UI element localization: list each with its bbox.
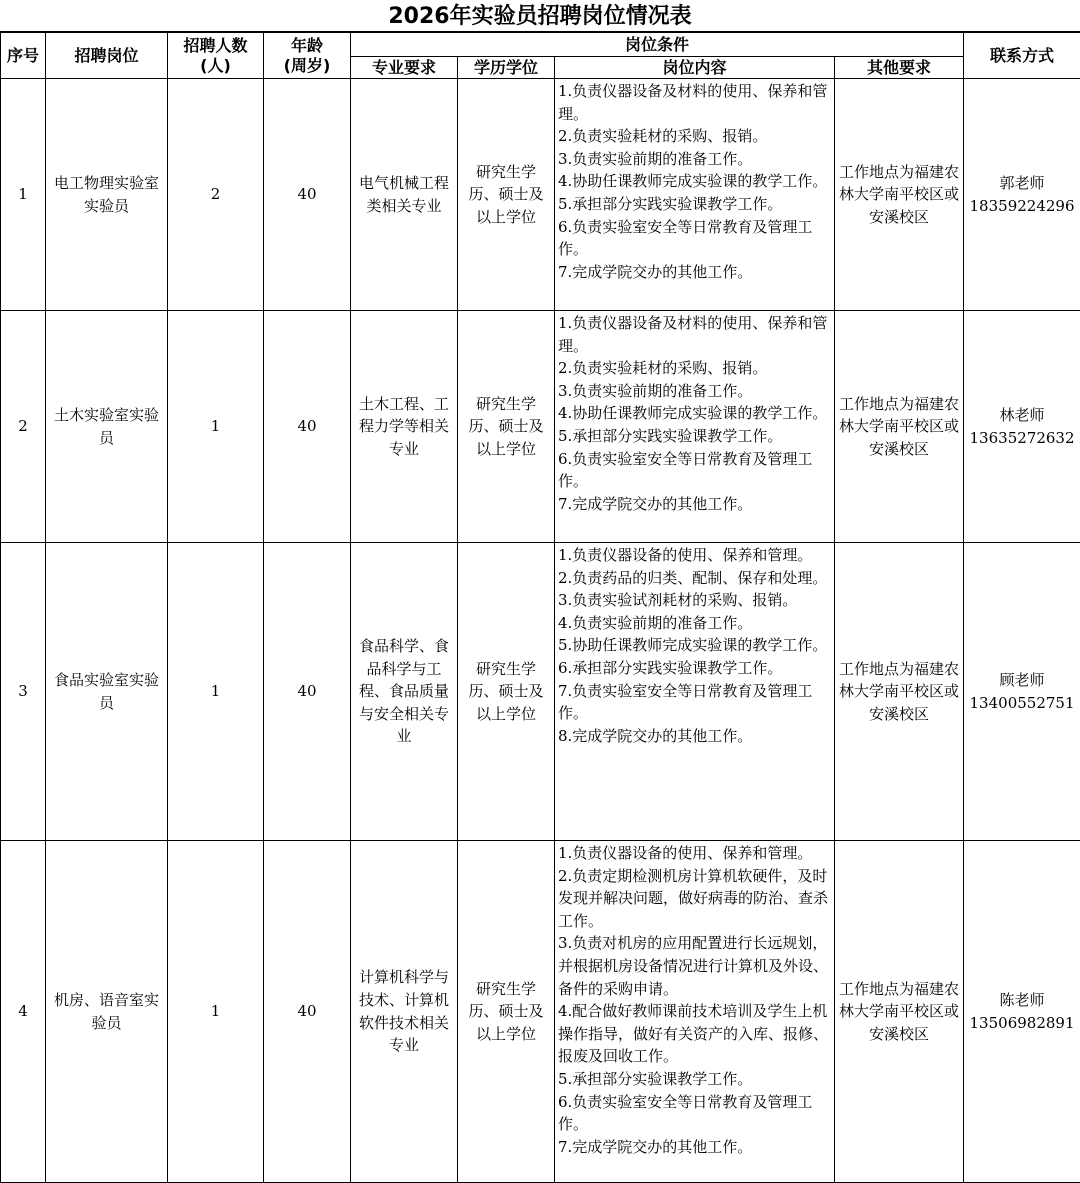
cell-duties (555, 543, 835, 841)
duty-item: 5.承担部分实践实验课教学工作。 (558, 193, 832, 216)
duty-item: 7.完成学院交办的其他工作。 (558, 1136, 832, 1159)
cell-other: 工作地点为福建农林大学南平校区或安溪校区 (835, 543, 964, 841)
duty-item: 1.负责仪器设备的使用、保养和管理。 (558, 842, 832, 865)
header-conditions: 岗位条件 (351, 33, 964, 57)
duty-item: 3.负责实验前期的准备工作。 (558, 148, 832, 171)
cell-major: 电气机械工程类相关专业 (351, 79, 458, 311)
table-body (1, 79, 1080, 1183)
contact-name: 陈老师 (1000, 991, 1045, 1009)
duty-item: 2.负责实验耗材的采购、报销。 (558, 357, 832, 380)
duty-item: 1.负责仪器设备及材料的使用、保养和管理。 (558, 312, 832, 357)
contact-name: 郭老师 (1000, 174, 1045, 192)
duty-item: 4.协助任课教师完成实验课的教学工作。 (558, 402, 832, 425)
duty-item: 2.负责定期检测机房计算机软硬件，及时发现并解决问题，做好病毒的防治、查杀工作。 (558, 865, 832, 933)
cell-count: 1 (168, 543, 264, 841)
cell-other: 工作地点为福建农林大学南平校区或安溪校区 (835, 311, 964, 543)
cell-count: 1 (168, 311, 264, 543)
duty-item: 6.承担部分实践实验课教学工作。 (558, 657, 832, 680)
duty-item: 2.负责药品的归类、配制、保存和处理。 (558, 567, 832, 590)
header-duties: 岗位内容 (555, 57, 835, 79)
header-age: 年龄 (周岁) (264, 33, 351, 79)
duty-item: 2.负责实验耗材的采购、报销。 (558, 125, 832, 148)
header-seq: 序号 (1, 33, 46, 79)
duty-item: 4.配合做好教师课前技术培训及学生上机操作指导，做好有关资产的入库、报修、报废及回收工作。 (558, 1000, 832, 1068)
cell-age: 40 (264, 79, 351, 311)
cell-major: 计算机科学与技术、计算机软件技术相关专业 (351, 841, 458, 1183)
duty-item: 1.负责仪器设备的使用、保养和管理。 (558, 544, 832, 567)
cell-position: 食品实验室实验员 (46, 543, 168, 841)
cell-position: 土木实验室实验员 (46, 311, 168, 543)
header-count: 招聘人数 (人) (168, 33, 264, 79)
cell-degree: 研究生学历、硕士及以上学位 (458, 79, 555, 311)
cell-degree: 研究生学历、硕士及以上学位 (458, 311, 555, 543)
contact-name: 顾老师 (1000, 671, 1045, 689)
duty-item: 5.协助任课教师完成实验课的教学工作。 (558, 634, 832, 657)
recruitment-table (0, 32, 1080, 1183)
cell-duties (555, 79, 835, 311)
contact-name: 林老师 (1000, 406, 1045, 424)
table-row (1, 543, 1080, 841)
duty-item: 7.完成学院交办的其他工作。 (558, 261, 832, 284)
cell-contact (964, 79, 1080, 311)
page-title: 2026年实验员招聘岗位情况表 (0, 0, 1080, 32)
table-row (1, 79, 1080, 311)
cell-seq: 2 (1, 311, 46, 543)
cell-duties (555, 311, 835, 543)
cell-age: 40 (264, 841, 351, 1183)
cell-position: 机房、语音室实验员 (46, 841, 168, 1183)
table-row (1, 311, 1080, 543)
cell-position: 电工物理实验室实验员 (46, 79, 168, 311)
duty-item: 6.负责实验室安全等日常教育及管理工作。 (558, 448, 832, 493)
table-row (1, 841, 1080, 1183)
contact-phone: 13506982891 (970, 1014, 1075, 1032)
duty-item: 3.负责实验试剂耗材的采购、报销。 (558, 589, 832, 612)
duty-item: 1.负责仪器设备及材料的使用、保养和管理。 (558, 80, 832, 125)
header-major: 专业要求 (351, 57, 458, 79)
header-contact: 联系方式 (964, 33, 1080, 79)
cell-contact (964, 543, 1080, 841)
contact-phone: 13400552751 (970, 694, 1075, 712)
header-position: 招聘岗位 (46, 33, 168, 79)
cell-seq: 3 (1, 543, 46, 841)
cell-degree: 研究生学历、硕士及以上学位 (458, 543, 555, 841)
header-other: 其他要求 (835, 57, 964, 79)
cell-seq: 1 (1, 79, 46, 311)
duty-item: 5.承担部分实验课教学工作。 (558, 1068, 832, 1091)
cell-degree: 研究生学历、硕士及以上学位 (458, 841, 555, 1183)
cell-other: 工作地点为福建农林大学南平校区或安溪校区 (835, 841, 964, 1183)
cell-contact (964, 311, 1080, 543)
duty-item: 4.负责实验前期的准备工作。 (558, 612, 832, 635)
cell-major: 土木工程、工程力学等相关专业 (351, 311, 458, 543)
cell-count: 2 (168, 79, 264, 311)
cell-other: 工作地点为福建农林大学南平校区或安溪校区 (835, 79, 964, 311)
cell-count: 1 (168, 841, 264, 1183)
duty-item: 7.负责实验室安全等日常教育及管理工作。 (558, 680, 832, 725)
cell-age: 40 (264, 543, 351, 841)
duty-item: 3.负责实验前期的准备工作。 (558, 380, 832, 403)
cell-age: 40 (264, 311, 351, 543)
contact-phone: 13635272632 (970, 429, 1075, 447)
duty-item: 4.协助任课教师完成实验课的教学工作。 (558, 170, 832, 193)
contact-phone: 18359224296 (970, 197, 1075, 215)
duty-item: 6.负责实验室安全等日常教育及管理工作。 (558, 1091, 832, 1136)
duty-item: 3.负责对机房的应用配置进行长远规划，并根据机房设备情况进行计算机及外设、备件的采购申请。 (558, 932, 832, 1000)
duty-item: 7.完成学院交办的其他工作。 (558, 493, 832, 516)
cell-contact (964, 841, 1080, 1183)
header-degree: 学历学位 (458, 57, 555, 79)
cell-duties (555, 841, 835, 1183)
duty-item: 5.承担部分实践实验课教学工作。 (558, 425, 832, 448)
cell-major: 食品科学、食品科学与工程、食品质量与安全相关专业 (351, 543, 458, 841)
duty-item: 8.完成学院交办的其他工作。 (558, 725, 832, 748)
cell-seq: 4 (1, 841, 46, 1183)
duty-item: 6.负责实验室安全等日常教育及管理工作。 (558, 216, 832, 261)
